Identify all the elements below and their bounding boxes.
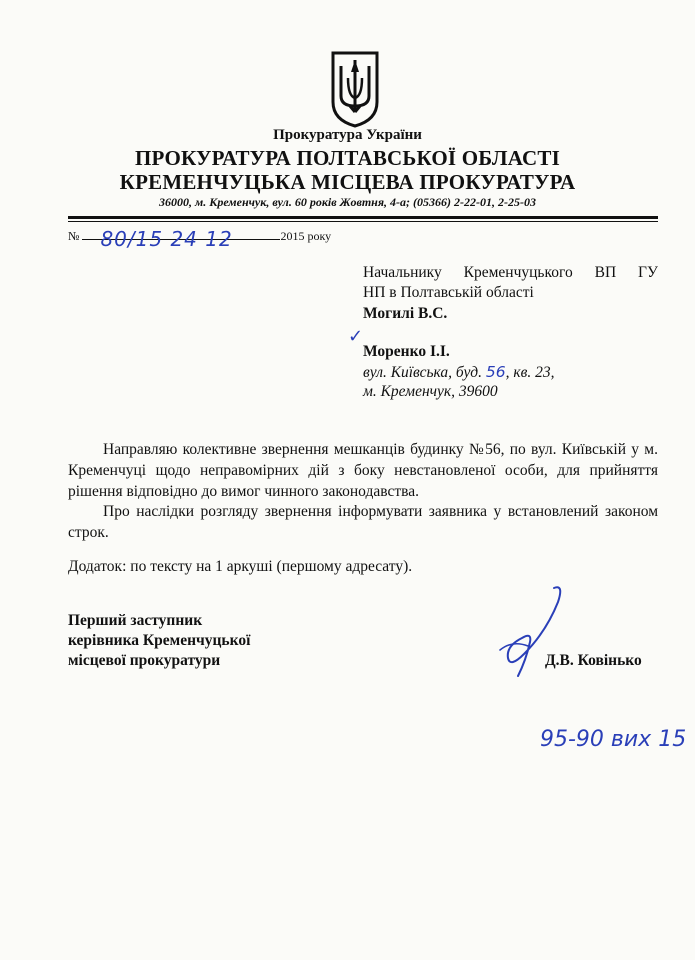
handwritten-registration-number: 80/15 24 12: [100, 227, 233, 251]
street-prefix: вул. Київська, буд.: [363, 364, 486, 381]
local-office-name: КРЕМЕНЧУЦЬКА МІСЦЕВА ПРОКУРАТУРА: [119, 170, 576, 194]
office-contacts: 36000, м. Кременчук, вул. 60 років Жовтня, 4-а; (05366) 2-22-01, 2-25-03: [159, 195, 536, 209]
header-rule-thick: [68, 216, 658, 219]
coat-of-arms-icon: [330, 50, 380, 128]
street-suffix: , кв. 23,: [505, 364, 555, 381]
registration-year: 2015 року: [280, 229, 332, 243]
header-rule-thin: [68, 221, 658, 222]
signatory-title-2: керівника Кременчуцької: [68, 632, 251, 649]
number-sign: №: [68, 229, 80, 243]
addressee-2-street: [363, 363, 554, 382]
body-paragraph-2: Про наслідки розгляду звернення інформувати заявника у встановлений законом строк.: [68, 503, 658, 541]
attachment-note: Додаток: по тексту на 1 аркуші (першому адресату).: [68, 558, 413, 575]
addressee-1-name: Могилі В.С.: [363, 305, 448, 322]
regional-office-name: ПРОКУРАТУРА ПОЛТАВСЬКОЇ ОБЛАСТІ: [135, 146, 560, 170]
signatory-name: Д.В. Ковінько: [545, 652, 642, 669]
check-mark: ✓: [348, 326, 364, 347]
registration-number-field: [82, 227, 280, 251]
addressee-2-city: м. Кременчук, 39600: [363, 383, 498, 400]
handwritten-outgoing-note: 95-90 вих 15: [540, 727, 687, 752]
handwritten-house-number: 56: [485, 363, 506, 381]
signatory-title-3: місцевої прокуратури: [68, 652, 221, 669]
ministry-name: Прокуратура України: [273, 127, 422, 143]
addressee-1-position: Начальнику Кременчуцького ВП ГУ: [363, 264, 658, 281]
body-paragraph-1: Направляю колективне звернення мешканців будинку №56, по вул. Київській у м. Кременчуці щодо неправомірних дій з боку невстановленої особи, для прийняття рішення відповідно до вимог чинного законодавства.: [68, 441, 658, 500]
registration-line: [68, 227, 332, 251]
addressee-1-department: НП в Полтавській області: [363, 284, 534, 301]
signatory-title-1: Перший заступник: [68, 612, 203, 629]
addressee-2-name: Моренко І.І.: [363, 343, 450, 360]
